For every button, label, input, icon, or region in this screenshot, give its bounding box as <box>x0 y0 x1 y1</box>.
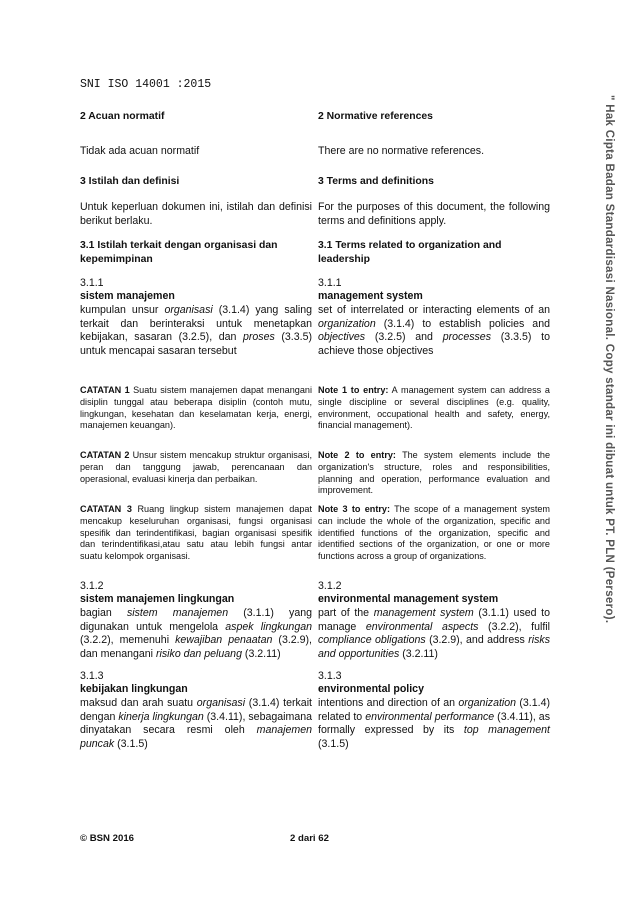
note-1: Note 1 to entry: A management system can address a single discipline or several disciplines (e.g. quality, environment, occupational health and safety, energy, financial management). <box>318 385 550 431</box>
term-definition: set of interrelated or interacting elements of an organization (3.1.4) to establish policies and objectives (3.2.5) and processes (3.3.5) to achieve those objectives <box>318 303 551 358</box>
section-3-1-title: 3.1 Terms related to organization and leadership <box>318 240 502 265</box>
term-definition: bagian sistem manajemen (3.1.1) yang digunakan untuk mengelola aspek lingkungan (3.2.2), memenuhi kewajiban penaatan (3.2.9), dan menangani risiko dan peluang (3.2.11) <box>80 606 312 661</box>
term-number: 3.1.1 <box>318 277 342 289</box>
term-definition: intentions and direction of an organization (3.1.4) related to environmental performance (3.4.11), as formally expressed by its top management (3.1.5) <box>318 696 551 751</box>
term-3-1-3 <box>80 670 312 750</box>
copyright-watermark <box>602 95 628 765</box>
section-2-text: Tidak ada acuan normatif <box>80 145 200 157</box>
section-3-1-title: 3.1 Istilah terkait dengan organisasi dan kepemimpinan <box>80 240 278 265</box>
section-2-text: There are no normative references. <box>318 145 485 157</box>
footer-copyright: © BSN 2016 <box>80 833 134 844</box>
note-2: Note 2 to entry: The system elements include the organization's structure, roles and responsibilities, planning and operation, performance evaluation and improvement. <box>318 450 550 496</box>
term-3-1-2 <box>318 580 550 670</box>
document-id: SNI ISO 14001 :2015 <box>80 78 212 91</box>
term-3-1-1 <box>318 277 550 385</box>
note-2: CATATAN 2 Unsur sistem mencakup struktur organisasi, peran dan tanggung jawab, perencanaan dan operasional, evaluasi kinerja dan perbaikan. <box>80 450 312 484</box>
page-number: 2 dari 62 <box>290 833 329 844</box>
note-1: CATATAN 1 Suatu sistem manajemen dapat menangani disiplin tunggal atau beberapa disiplin (contoh mutu, lingkungan, kesehatan dan keselamatan kerja, energi, manajemen keuangan). <box>80 385 312 431</box>
term-name: sistem manajemen lingkungan <box>80 593 235 605</box>
term-number: 3.1.1 <box>80 277 104 289</box>
watermark-text: " Hak Cipta Badan Standardisasi Nasional. Copy standar ini dibuat untuk PT. PLN (Persero). <box>603 95 615 624</box>
section-3-title: 3 Terms and definitions <box>318 176 434 187</box>
term-name: environmental policy <box>318 683 424 695</box>
indonesian-column <box>80 110 312 750</box>
term-definition: maksud dan arah suatu organisasi (3.1.4) terkait dengan kinerja lingkungan (3.4.11), sebagaimana dinyatakan secara resmi oleh manajemen puncak (3.1.5) <box>80 696 312 751</box>
term-name: sistem manajemen <box>80 290 175 302</box>
term-3-1-3 <box>318 670 550 750</box>
section-3-text: Untuk keperluan dokumen ini, istilah dan definisi berikut berlaku. <box>80 201 312 227</box>
note-3: CATATAN 3 Ruang lingkup sistem manajemen dapat mencakup keseluruhan organisasi, fungsi organisasi spesifik dan terindentifikasi, bagian organisasi spesifik dan terindentifikasi,atau satu atau lebih fungsi antar suatu kelompok organisasi. <box>80 504 312 562</box>
english-column <box>318 110 550 750</box>
term-number: 3.1.3 <box>318 670 342 682</box>
term-name: management system <box>318 290 423 302</box>
term-name: environmental management system <box>318 593 499 605</box>
term-3-1-1 <box>80 277 312 385</box>
section-3-text: For the purposes of this document, the following terms and definitions apply. <box>318 201 550 227</box>
term-definition: kumpulan unsur organisasi (3.1.4) yang saling terkait dan berinteraksi untuk menetapkan kebijakan, sasaran (3.2.5), dan proses (3.3.5) untuk mencapai sasaran tersebut <box>80 303 313 358</box>
term-number: 3.1.2 <box>80 580 104 592</box>
term-number: 3.1.2 <box>318 580 342 592</box>
note-3: Note 3 to entry: The scope of a management system can include the whole of the organization, specific and identified functions of the organization, specific and identified sections of the organization, or one or more functions across a group of organizations. <box>318 504 550 562</box>
term-number: 3.1.3 <box>80 670 104 682</box>
section-3-title: 3 Istilah dan definisi <box>80 176 180 187</box>
term-name: kebijakan lingkungan <box>80 683 188 695</box>
section-2-title: 2 Normative references <box>318 111 433 122</box>
term-3-1-2 <box>80 580 312 670</box>
term-definition: part of the management system (3.1.1) used to manage environmental aspects (3.2.2), fulfil compliance obligations (3.2.9), and address risks and opportunities (3.2.11) <box>318 606 551 661</box>
section-2-title: 2 Acuan normatif <box>80 111 165 122</box>
